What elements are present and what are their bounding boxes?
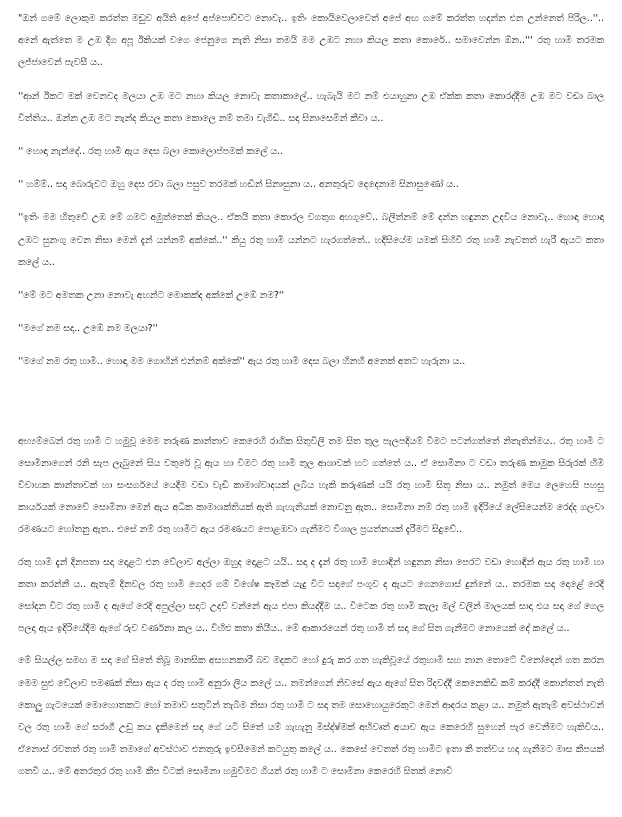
narrative-paragraph: මේ සියල්ල සමඟ ම සදා ගේ සිතේ තිබූ මානසික අසහනකාරී බව මදකට හෝ දුරු කර ගත හැකිවූයේ රතුහාමි සහ නාන තොටේ විනෝදෙන් ගත කරන මෙම සුළු වේලාව පමණක් නිසා ඇය ද රතු හාමි අනුරා ලිය කලේ ය.. තමන්ගෙන් නිවසේ ඇය ඇගේ සිත රිදවද්දී කෙනෙකිඩි කම් කරද්දී කොන්තත් නැති කොලු ගැටයෙක් මොහොතකට හෝ තමාව සතුටින් තැබීම නිසා රතු හාමි ට සදා තම සොහොයුරෙකුට මෙන් ආදරය කළා ය.. නමුත් ඇතැම් අවස්ථාවන් වල රතු හාමි ගේ සරාගී උඩු කය දැකීමෙන් සදා ගේ යටි සිතේ යම් ගැහැනු මිස්ද්ෂ්මක් අභිවෘත් අයාව ඇය කෙරෙහි සුහෙන් පැර වෙනීමට හැකිවිය.. ඒනොස් රවතත් රතු හාමි තමාගේ අවස්ථාව එනතුරු ඉවසීමෙන් කටයුතු කලේ ය.. කෙසේ වෙතත් රතු හාමිට ඉතා කී තත්වය හදා ගැනීමට මාස කීපයක් ගතවී ය.. මේ අතරතුර රතු හාමි කීප විටක් සොමිනා හමුවීමට ගියත් රතු හාමි ට සොමිනා කෙරෙහි සිතක් නොවී: [18, 655, 604, 778]
narrative-paragraph: රතු හාමි දැන් දිනපතා සදා දොළට එන වේලාව අල්ලා ඔහුද දොළට යයි.. සදා ද දැන් රතු හාමි හොඳින් හඳුනන නිසා පෙරට වඩා හොඳින් ඇය රතු හාමි හා කතා කරන්නී ය.. ඇතැම් දිනවල රතු හාමි ගෙදර ගම් විශේෂ කෑමක් යැදු විට සදාගේ පංගුව ද ඇයට ගෙනගොස් දුන්නේ ය.. තරමක සදා දොළේ රෙදි සෝදන විට රතු හාමි ද ඇගේ රෙදි අපුල්ලා සදාට උදව් වන්නේ ඇය එපා කියද්දීම ය.. විටෙක රතු හාමි කැලෑ මල් වලින් මාලයක් සාදා එය සදා ගේ ගෙල පලදා ඇය ඉදිරියේදීම ඇගේ රුව වර්ණනා කල ය.. විහිළු කතා කියීය.. මේ ආකාරයෙන් රතු හාමි ත් සදා ගේ සිත ගැනීමට නොයෙක් දේ කලේ ය..: [18, 556, 604, 635]
dialogue-paragraph: '' හොඳා නැන්දේ.. රතු හාමි ඇය දෙස බලා කොලොප්පමක් කලේ ය..: [18, 146, 284, 158]
dialogue-paragraph: "ඔන් ගමේ ලොකුම කරත්ත මඩුව අයිති අපේ අප්පොච්චට නොවැ.. ඉතිං කොයිවෙලාවෙත් අපේ අඟ ගමේ කරත්ත හදන්න එන උන්නෙත් පිරිල..''.. අනේ ඇත්තෙ ම උඹ දීග අපූ ඊකියක් වගෙ ජෙනුගෙ නැති නිසා තමයි මම උඹට නහා කියල කතා කොරේ.. සමාවෙන්න ඕන..''' රතු හාමි තරමක ලජ්ජාවෙන් පැවසී ය..: [18, 13, 604, 69]
dialogue-paragraph: ''මගේ නම සදා.. උඹේ නම මලයා?'': [18, 323, 158, 335]
dialogue-section: [18, 8, 604, 374]
dialogue-paragraph: ''මගේ නම රතු හාමි.. හොඳා මම ගොහින් එන්නම් අක්කේ'' ඇය රතු හාමි දෙස බලා හිනහී අනෙක් අතට හැරුනා ය..: [18, 356, 466, 368]
dialogue-paragraph: ''මේ මට අමතක උනා නොවැ අහන්ට මොකක්ද අක්කේ උඹේ නම?'': [18, 290, 285, 302]
narrative-section: [18, 431, 604, 784]
dialogue-paragraph: ''ආන් ඊකට මක් වෙනවද මලයා උඹ මට නහා කියල නොවැ කතාකාලේ.. හැබැයි මට නම් එයාහුනා උඹ ඒක්ක කතා කොරද්දීම උඹ මට වඩා බාල විත්තිය.. ඔන්න උඹ මට නැන්ද කියල කතා කොලෙ නම් තමා වැගිඩි.. සදා සිනාසෙමින් කීවා ය..: [18, 90, 604, 124]
narrative-paragraph: අභ්‍යම්බෙන් රතු හාමි ට හමුවූ මෙම තරුණ කාන්තාව කෙරෙහි රාගික සිතුවිලි තම සිත තුල පැලපදියම් වීමට පටන්ගත්තේ නිතැතින්මය.. රතු හාමි ට සොමිනාගෙන් රනි සැප ලැබුනේ සිය වතුරේ වූ ඇය හා විමට රතු හාමි තුල ආශාවක් හට ගත්තේ ය.. ඒ සොමිනා ට වඩා තරුණ කාමුක සිරුරක් හිමි විවාහක කාන්තාවක් හා සංසර්ගයේ යෙදීම වඩා වැඩි කාමාශ්වාදයක් ලබිය හැකි කරුණක් යයි රතු හාමි සිතූ නිසා ය.. නමුත් මෙය ලෙහෙසි පහසු කාර්යයක් නොවේ සොමිනා මෙන් ඇය අධික කාමාශක්තියක් ඇති ගැහැනියක් නොවනු ඇත.. සොමිනා නම් රතු හාමි ඉදිරියේ ලේසියෙන්ම රෙද්ද ගලවා රමණයට හෝතනු ඇත.. එසේ නම් රතු හාමිට ඇය රමණයට පොළඹවා ගැනීමට විශාල ප්‍රයත්නයක් දැරීමට සිදුවේ..: [18, 435, 604, 536]
section-break: [18, 385, 604, 431]
dialogue-paragraph: '' හම්ම්.. සදා බොරුවට ඔහු දෙස රවා බලා පසුව තරමක් හඬින් සිනාසුනා ය.. අනතුරුව දෙදෙනාම සිනාසුණෝ ය..: [18, 179, 459, 191]
dialogue-paragraph: ''ඉතිං මම හිතුවේ උඹ මේ ගමට අමුත්තෙක් කියල.. ඒකයි කතා කොරල වගතුග අහගුවේ.. බලිත්නම් මේ දන්න හඳුනන උදවිය නොවැ.. හොඳා හොඳා උඹට සුනංගු වෙන නිසා මෙන් දැන් යන්නම් අක්කේ..'' කියු රතු හාමි යන්නට හැරගත්තේ.. හදිසියේම යමක් සිහිවී රතු හාමි නැවතත් හැරී ඇයට කතා කලේ ය..: [18, 212, 604, 268]
